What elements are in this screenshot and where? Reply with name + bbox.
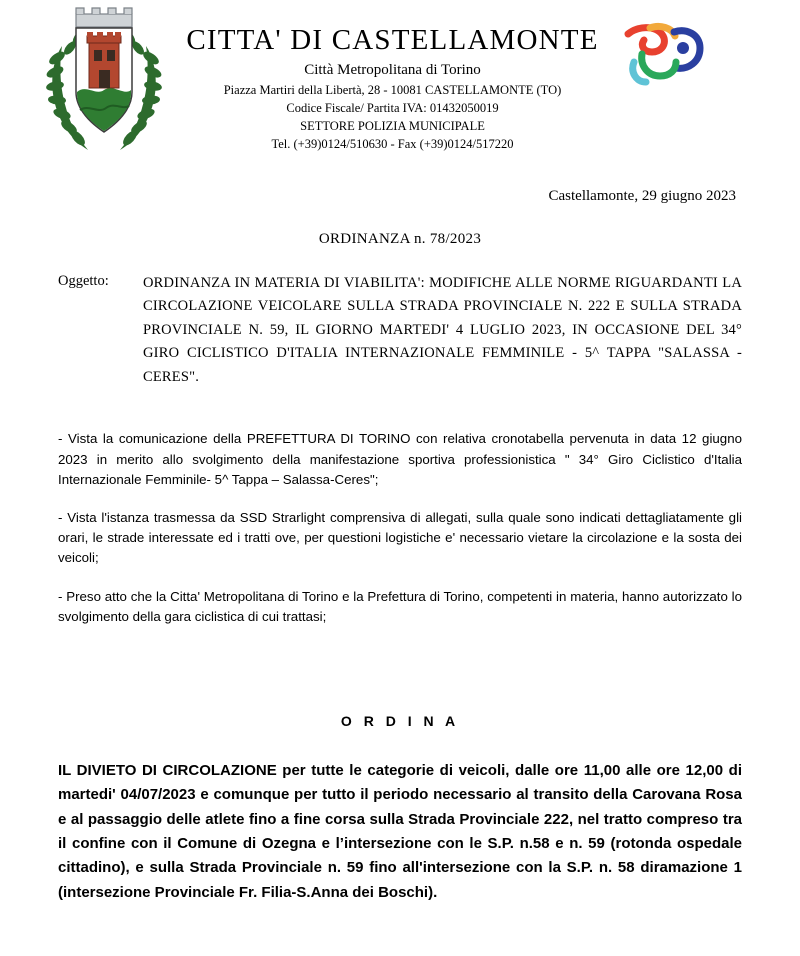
ordina-heading: O R D I N A [340,713,460,730]
fiscal-code-line: Codice Fiscale/ Partita IVA: 01432050019 [286,101,499,115]
address-line: Piazza Martiri della Libertà, 28 - 10081 CASTELLAMONTE (TO) [223,83,562,97]
ordinance-number: ORDINANZA n. 78/2023 [318,231,482,247]
document-body [0,188,800,905]
city-brand-logo-icon [620,22,710,88]
header-text-block [170,24,615,152]
premise-paragraph: - Vista la comunicazione della PREFETTURA DI TORINO con relativa cronotabella pervenuta in data 12 giugno 2023 in merito allo svolgimento della manifestazione sportiva professionistica " 34° Giro Ciclistico d'Italia Internazionale Femminile- 5^ Tappa – Salassa-Ceres"; [58,431,742,487]
city-title: CITTA' DI CASTELLAMONTE [186,24,599,56]
phone-line: Tel. (+39)0124/510630 - Fax (+39)0124/517220 [271,137,514,151]
premise-paragraph: - Preso atto che la Citta' Metropolitana di Torino e la Prefettura di Torino, competenti in materia, hanno autorizzato lo svolgimento della gara ciclistica di cui trattasi; [58,588,742,624]
subject-text: ORDINANZA IN MATERIA DI VIABILITA': MODIFICHE ALLE NORME RIGUARDANTI LA CIRCOLAZIONE VEICOLARE SULLA STRADA PROVINCIALE N. 222 E SULLA STRADA PROVINCIALE N. 59, IL GIORNO MARTEDI' 4 LUGLIO 2023, IN OCCASIONE DEL 34° GIRO CICLISTICO D'ITALIA INTERNAZIONALE FEMMINILE - 5^ TAPPA "SALASSA - CERES". [143,275,742,385]
subject-block [58,272,742,389]
department-line: SETTORE POLIZIA MUNICIPALE [300,119,485,133]
disposition-text: IL DIVIETO DI CIRCOLAZIONE per tutte le categorie di veicoli, dalle ore 11,00 alle ore 12,00 di martedi' 04/07/2023 e comunque per tutto il periodo necessario al transito della Carovana Rosa e al passaggio delle atlete fino a fine corsa sulla Strada Provinciale 222, nel tratto compreso tra il confine con il Comune di Ozegna e l’intersezione con le S.P. n.58 e n. 59 (rotonda ospedale cittadino), e sulla Strada Provinciale n. 59 fino all'intersezione con la S.P. n. 58 diramazione 1 (intersezione Provinciale Fr. Filia-S.Anna dei Boschi). [58,762,742,901]
premise-paragraph: - Vista l'istanza trasmessa da SSD Strarlight comprensiva di allegati, sulla quale sono indicati dettagliatamente gli orari, le strade interessate ed i tratti ove, per questioni logistiche e' necessario vietare la circolazione e la sosta dei veicoli; [58,510,742,566]
metropolitan-subtitle: Città Metropolitana di Torino [304,62,481,78]
subject-label: Oggetto: [58,273,109,289]
document-header [0,0,800,170]
place-and-date: Castellamonte, 29 giugno 2023 [548,188,736,204]
coat-of-arms-icon [44,6,164,156]
